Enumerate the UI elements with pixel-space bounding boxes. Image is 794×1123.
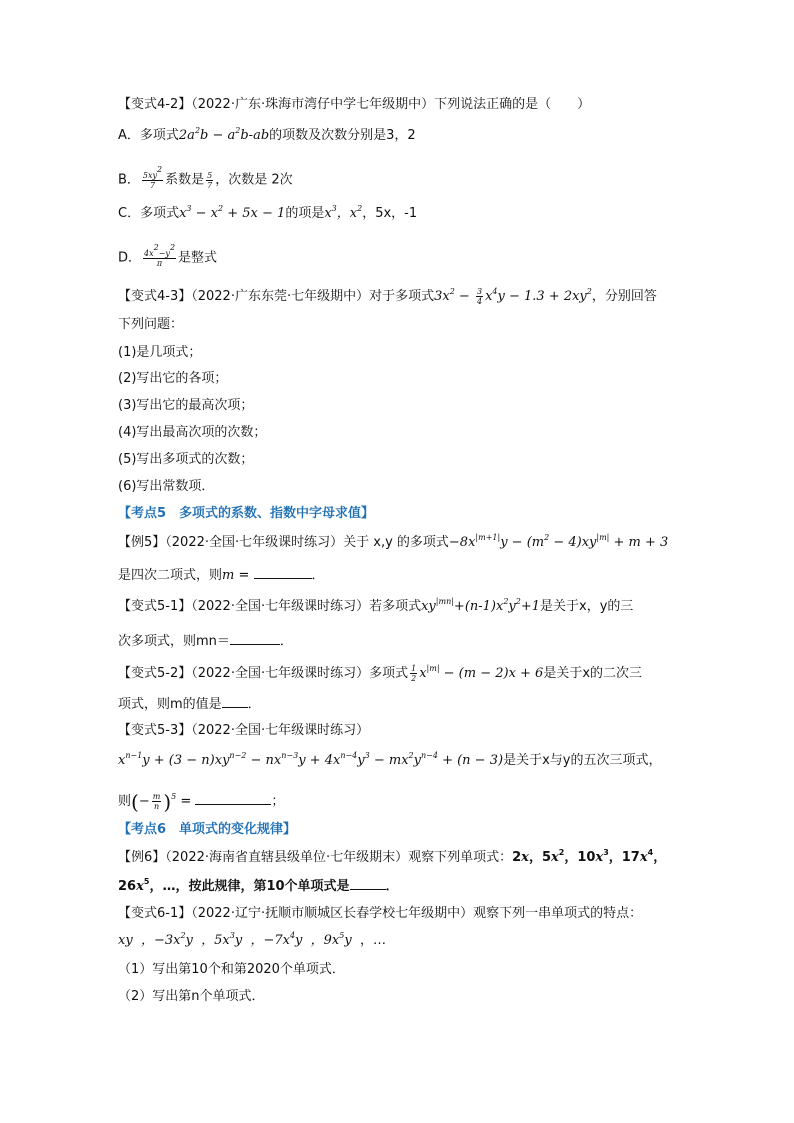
topic-6-heading: 【考点6 单项式的变化规律】 xyxy=(118,822,297,837)
question-5-3-stem: 【变式5-3】（2022·全国·七年级课时练习） xyxy=(118,723,370,738)
sub-question: (2)写出它的各项； xyxy=(118,371,228,386)
sub-question: （1）写出第10个和第2020个单项式． xyxy=(118,962,345,977)
question-5-3-expression: $x^{n-1}y + (3 - n)xy^{n-2} - nx^{n-3}y + 4x^{n-4}y^3 - mx^2y^{n-4} + (n - 3)$是关于x与y的五次三项式， xyxy=(118,751,662,768)
question-4-2-stem: 【变式4-2】（2022·广东·珠海市湾仔中学七年级期中）下列说法正确的是（ ） xyxy=(118,97,591,112)
sub-question: (4)写出最高次项的次数； xyxy=(118,425,267,440)
question-5-3-line3: 则(− $\frac{m}{n}$ )$^5$ = ； xyxy=(118,789,285,814)
question-6-1-sequence: xy ，$-3x^2y$ ，$5x^3y$ ，$-7x^4y$ ，$9x^5y$ ，… xyxy=(118,931,386,948)
question-4-3-stem: 【变式4-3】（2022·广东东莞·七年级期中）对于多项式$3x^2$ − $\frac{3}{4}$ $x^4y - 1.3 + 2xy^2$，分别回答 xyxy=(118,287,657,306)
question-5-2-line2: 项式，则m的值是 ． xyxy=(118,697,261,712)
answer-blank[interactable] xyxy=(254,566,312,579)
answer-blank[interactable] xyxy=(195,792,271,805)
answer-blank[interactable] xyxy=(350,877,386,890)
option-c: C．多项式$x^3 - x^2 + 5x - 1$的项是$x^3$，$x^2$，5x，-1 xyxy=(118,204,418,221)
answer-blank[interactable] xyxy=(222,695,248,708)
question-6-1-stem: 【变式6-1】（2022·辽宁·抚顺市顺城区长春学校七年级期中）观察下列一串单项式的特点： xyxy=(118,906,643,921)
sub-question: (5)写出多项式的次数； xyxy=(118,452,254,467)
example-5-stem: 【例5】（2022·全国·七年级课时练习）关于 x,y 的多项式$-8x^{|m+1|}y - (m^2 - 4)xy^{|m|} + m + 3$ xyxy=(118,533,669,550)
option-d: D． $\frac{4x^2-y^2}{\pi}$ 是整式 xyxy=(118,243,218,268)
sub-question: (3)写出它的最高次项； xyxy=(118,398,254,413)
sub-question: （2）写出第n个单项式． xyxy=(118,989,265,1004)
question-4-3-line2: 下列问题： xyxy=(118,317,184,332)
option-b: B． $\frac{5xy^2}{7}$ 系数是 $\frac{5}{7}$ ，次数是 2次 xyxy=(118,165,293,190)
sub-question: (6)写出常数项． xyxy=(118,479,215,494)
topic-5-heading: 【考点5 多项式的系数、指数中字母求值】 xyxy=(118,506,375,521)
example-5-line2: 是四次二项式，则m = ． xyxy=(118,568,325,583)
sub-question: (1)是几项式； xyxy=(118,345,202,360)
example-6-stem: 【例6】（2022·海南省直辖县级单位·七年级期末）观察下列单项式：2x，$5x^2$，$10x^3$，$17x^4$， xyxy=(118,848,667,865)
question-5-2-stem: 【变式5-2】（2022·全国·七年级课时练习）多项式 $\frac{1}{2}$ $x^{|m|} - (m - 2)x + 6$是关于x的二次三 xyxy=(118,664,643,683)
question-5-1-line2: 次多项式，则mn＝ ． xyxy=(118,634,293,649)
question-5-1-stem: 【变式5-1】（2022·全国·七年级课时练习）若多项式$xy^{|mn|}+(n-1)x^2y^2+1$是关于x，y的三 xyxy=(118,597,634,614)
example-6-line2: $26x^5$，…，按此规律，第10个单项式是 ． xyxy=(118,877,399,894)
option-a: A．多项式$2a^2b - a^2b-ab$的项数及次数分别是3，2 xyxy=(118,126,416,143)
answer-blank[interactable] xyxy=(230,632,280,645)
